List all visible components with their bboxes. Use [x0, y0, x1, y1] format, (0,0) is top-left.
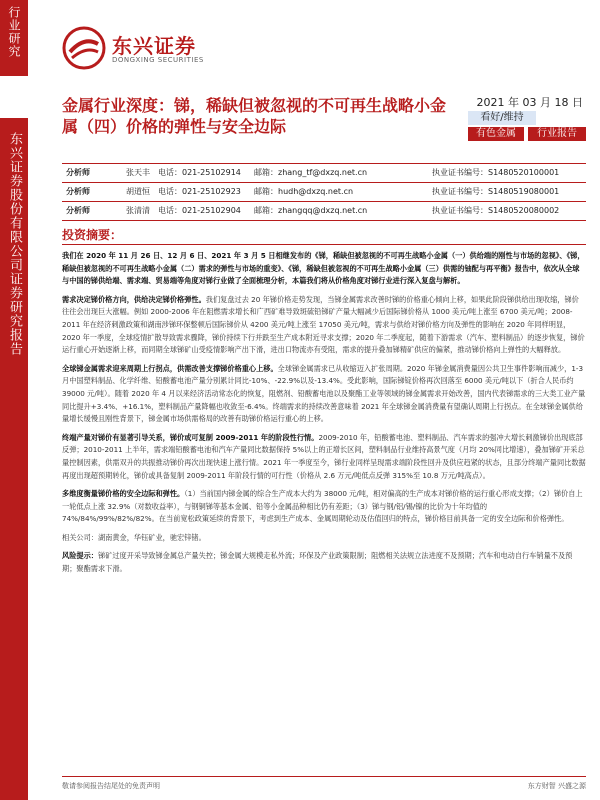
paragraph-lead: 终端产量对锑价有显著引导关系，锑价或可复制 2009-2011 年的阶段性行情。: [62, 432, 319, 442]
abstract-paragraph: [62, 294, 586, 357]
paragraph-text: 全球锑金属需求已从收缩迈入扩张周期。2020 年锑金属消费量因公共卫生事件影响而减少，1-3 月中国塑料制品、化学纤维、铅酸蓄电池产量分别累计同比-10%、-22.9%以及-13.4%。受此影响，国际锑锭价格再次回落至 6000 美元/吨以下（折合人民币约 39000 元/吨）。随着 2020 年 4 月以来经济活动常态化的恢复，阻燃剂、铅酸蓄电池以及聚酯工业等领域的锑金属需求开始改善，国内代表锑需求的三大类工业产量同比提升+3.4%、+16.1%，塑料制品产量降幅也收敛至-6.4%。终端需求的持续改善意味着 2021 年全球锑金属消费量有望确认周期上行拐点。在全球锑金属供给量增长缓慢且刚性背景下，锑金属市场供需格局的改善有助锑价格运行重心的上移。: [62, 363, 586, 424]
analyst-row: [62, 182, 586, 201]
paragraph-text: 相关公司：湖南黄金，华钰矿业，驰宏锌锗。: [62, 532, 206, 542]
disclaimer-link: 敬请参阅报告结尾处的免责声明: [62, 782, 160, 790]
logo-name-en: DONGXING SECURITIES: [112, 56, 204, 64]
paragraph-text: 2009-2010 年，铅酸蓄电池、塑料制品、汽车需求的强冲大增长刺激锑价出现底部反弹；2010-2011 上半年，需求端铅酸蓄电池和汽车产量同比数据保持 5%以上的正增长区间，塑料制品行业维持高景气度（月均 20%同比增速），叠加锑矿开采总量控制因素，供需双升的共振推动锑价再次出现快速上涨行情。2021 年一季度至今，锑行业同样呈现需求端阶段性回升及供应趋紧的状态，且部分终端产量同比数据再度出现超预期转化，锑价或具备复制 2009-2011 年阶段行情的可行性（价格从 2.6 万元/吨低点反弹 315%至 10.8 万元/吨高点）。: [62, 432, 586, 480]
tag-type: 行业报告: [528, 127, 586, 141]
company-banner: [0, 118, 28, 800]
paragraph-lead: 需求决定锑价格方向，供给决定锑价格弹性。: [62, 294, 206, 304]
abstract-body: [62, 250, 586, 582]
analyst-row: [62, 201, 586, 221]
report-tags: [468, 127, 586, 141]
analyst-cert: 执业证书编号：S1480519080001: [432, 187, 560, 196]
related-companies: [62, 532, 586, 545]
page-footer: [62, 776, 586, 791]
footer-slogan: 东方财智 兴盛之源: [527, 782, 586, 790]
analyst-cert: 执业证书编号：S1480520080002: [432, 206, 560, 215]
analyst-email: 邮箱：zhang_tf@dxzq.net.cn: [254, 168, 368, 177]
analyst-role: 分析师: [66, 187, 90, 196]
paragraph-text: 我们复盘过去 20 年锑价格走势发现，当锑金属需求改善时锑的价格重心倾向上移，如果此阶段锑供给出现收缩，锑价往往会出现巨大涨幅。例如 2000-2006 年在阻燃需求增长和广西矿难导致斑硫铅锑矿产量大幅减少后国际锑价格从 1000 美元/吨上涨至 6700 美元/吨；2008-2011 年在经济刺激政策和湖南涉锑环保整顿后国际锑价从 4200 美元/吨上涨至 17050 美元/吨，需求与供给对锑价格方向及弹性的影响在 2020 年同样明显，2020 年一季度，全球疫情扩散导致需求骤降，锑价持续下行并跌至生产成本附近寻求支撑；2020 年二季度起，随着下游需求（汽车、塑料制品）的逐步恢复，锑价运行重心开始逐渐上移，而同期全球锑矿山受疫情影响产出下滑，进出口物流亦有受阻，需求的提升叠加锑精矿供应的偏紧，推动锑价格向上弹性的大幅释放。: [62, 294, 585, 355]
paragraph-lead: 多维度衡量锑价格的安全边际和弹性。: [62, 489, 185, 499]
rating-badge: 看好/维持: [468, 111, 536, 125]
analyst-email: 邮箱：hudh@dxzq.net.cn: [254, 187, 354, 196]
analyst-name: 胡道恒: [126, 187, 150, 196]
abstract-divider: [62, 244, 586, 245]
report-date: 2021 年 03 月 18 日: [476, 96, 583, 109]
analyst-name: 张清清: [126, 206, 150, 215]
analyst-name: 张天丰: [126, 168, 150, 177]
analyst-email: 邮箱：zhangqq@dxzq.net.cn: [254, 206, 368, 215]
sidebar: [0, 0, 28, 800]
paragraph-lead: 全球锑金属需求迎来周期上行拐点，供需改善支撑锑价格重心上移。: [62, 363, 278, 373]
tag-sector: 有色金属: [468, 127, 524, 141]
abstract-paragraph: [62, 363, 586, 426]
abstract-paragraph: [62, 432, 586, 482]
company-label: 东兴证券股份有限公司证券研究报告: [7, 132, 22, 356]
category-label: 行业研究: [7, 6, 21, 58]
category-banner: [0, 0, 28, 76]
analyst-phone: 电话：021-25102904: [158, 206, 241, 215]
analyst-row: [62, 163, 586, 182]
sidebar-gap: [0, 76, 28, 118]
risk-warning: [62, 550, 586, 575]
paragraph-text: （1）当前国内锑金属的综合生产成本大约为 38000 元/吨，相对偏高的生产成本对锑价格的运行重心形成支撑；（2）锑价自上一轮低点上涨 32.9%（对数收益率），与钢铜锑等基本金属、铅等小金属品种相比仍有差距；（3）锑与钢/铝/锡/镍的比价为十年均值的 74%/84%/99%/82%/82%。在当前宽松政策延续的背景下，考虑到生产成本、金属周期轮动及估值回归的特点，锑价格目前具备一定的安全边际和价格弹性。: [62, 489, 583, 524]
abstract-heading: 投资摘要：: [62, 228, 123, 242]
analyst-phone: 电话：021-25102914: [158, 168, 241, 177]
analyst-phone: 电话：021-25102923: [158, 187, 241, 196]
analyst-table: [62, 163, 586, 221]
logo-name-cn: 东兴证券: [112, 34, 196, 58]
logo-emblem-icon: [62, 26, 106, 70]
analyst-role: 分析师: [66, 206, 90, 215]
analyst-role: 分析师: [66, 168, 90, 177]
analyst-cert: 执业证书编号：S1480520100001: [432, 168, 560, 177]
paragraph-text: 锑矿过度开采导致锑金属总产量失控；锑金属大规模走私外流；环保及产业政策限制；阻燃相关法规立法进度不及预期；汽车和电动自行车销量不及预期；聚酯需求下滑。: [62, 551, 573, 574]
company-logo: [62, 26, 232, 72]
abstract-paragraph: [62, 488, 586, 526]
paragraph-lead: 风险提示：: [62, 551, 98, 561]
report-title: 金属行业深度：锑，稀缺但被忽视的不可再生战略小金属（四）价格的弹性与安全边际: [62, 96, 447, 136]
paragraph-text: 我们在 2020 年 11 月 26 日、12 月 6 日、2021 年 3 月 5 日相继发布的《锑，稀缺但被忽视的不可再生战略小金属（一）供给端的刚性与市场的忽视》、《锑，稀缺但被忽视的不可再生战略小金属（二）需求的弹性与市场的重变》、《锑，稀缺但被忽视的不可再生战略小金属（三）供需的铀配与再平衡》报告中，依次从全球与中国的锑供给端、需求端、贸易端等角度对锑行业做了全面梳理分析，本篇我们将从价格角度对锑行业进行深入复盘与解析。: [62, 251, 585, 286]
abstract-paragraph: [62, 250, 586, 288]
